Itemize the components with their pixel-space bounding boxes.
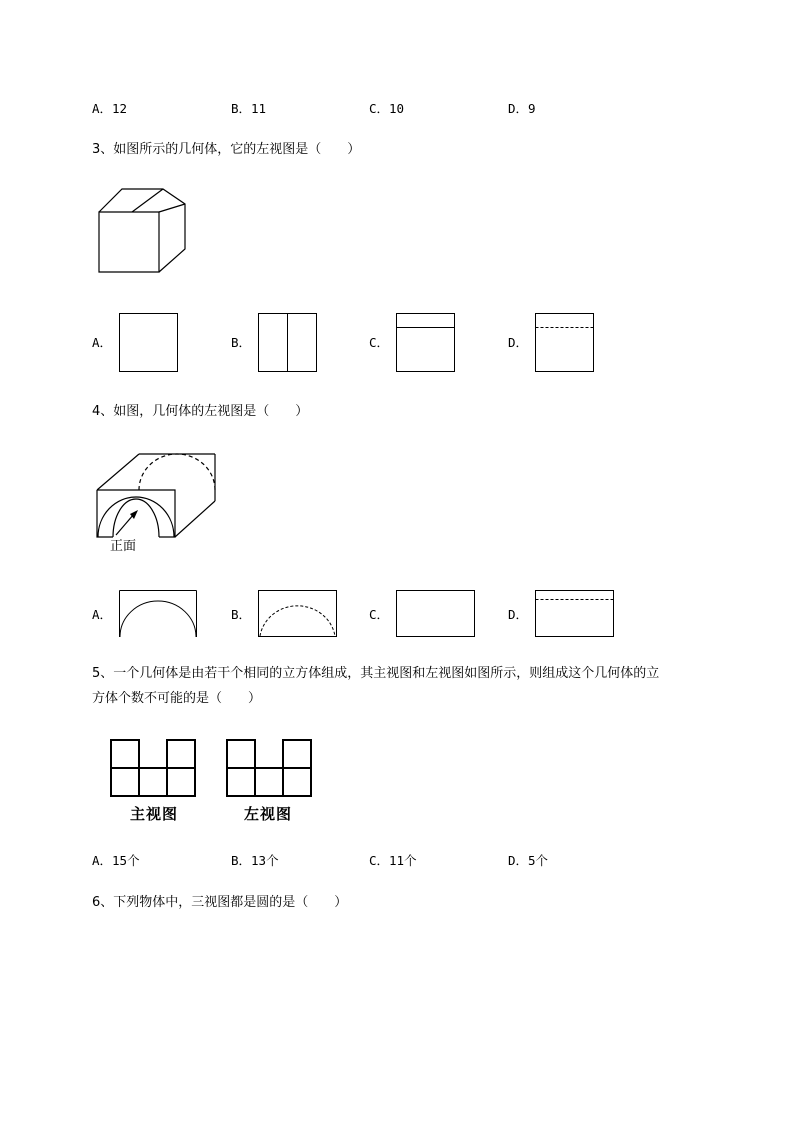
q5-option-c[interactable]: C．11个	[369, 853, 417, 868]
q4-option-a-letter[interactable]: A．	[92, 607, 113, 622]
q2-option-c[interactable]: C．10	[369, 101, 405, 116]
q2-option-d[interactable]: D．9	[508, 101, 536, 116]
q3-option-d-letter[interactable]: D．	[508, 335, 529, 350]
q3-option-b-letter[interactable]: B．	[231, 335, 252, 350]
q4-option-b-letter[interactable]: B．	[231, 607, 252, 622]
q3-option-c-letter[interactable]: C．	[369, 335, 390, 350]
q4-option-d-letter[interactable]: D．	[508, 607, 529, 622]
q4-option-b-view	[258, 590, 338, 638]
q3-option-a-letter[interactable]: A．	[92, 335, 113, 350]
q4-option-d-view	[535, 590, 615, 638]
q5-option-a[interactable]: A．15个	[92, 853, 140, 868]
q5-stem-line1: 5、一个几何体是由若干个相同的立方体组成，其主视图和左视图如图所示，则组成这个几何体的立	[92, 666, 660, 681]
q5-left-view-grid	[226, 739, 312, 797]
q5-stem-line2: 方体个数不可能的是（ ）	[92, 691, 262, 706]
q3-stem: 3、如图所示的几何体，它的左视图是（ ）	[92, 142, 361, 157]
q3-option-c-view	[396, 313, 456, 373]
q3-option-d-view	[535, 313, 595, 373]
q4-option-c-view	[396, 590, 476, 638]
q5-option-d[interactable]: D．5个	[508, 853, 549, 868]
q5-front-view-grid	[110, 739, 196, 797]
q3-solid-figure	[98, 188, 188, 276]
q6-stem: 6、下列物体中，三视图都是圆的是（ ）	[92, 895, 348, 910]
q5-front-view-label: 主视图	[130, 805, 179, 823]
q4-stem: 4、如图，几何体的左视图是（ ）	[92, 404, 309, 419]
q3-option-b-view	[258, 313, 318, 373]
q3-option-a-view	[119, 313, 179, 373]
q4-front-label: 正面	[110, 539, 137, 554]
q2-option-a[interactable]: A．12	[92, 101, 128, 116]
q5-left-view-label: 左视图	[244, 805, 293, 823]
q4-option-c-letter[interactable]: C．	[369, 607, 390, 622]
q4-solid-figure	[96, 453, 221, 541]
q5-option-b[interactable]: B．13个	[231, 853, 279, 868]
q4-option-a-view	[119, 590, 198, 638]
q2-option-b[interactable]: B．11	[231, 101, 267, 116]
